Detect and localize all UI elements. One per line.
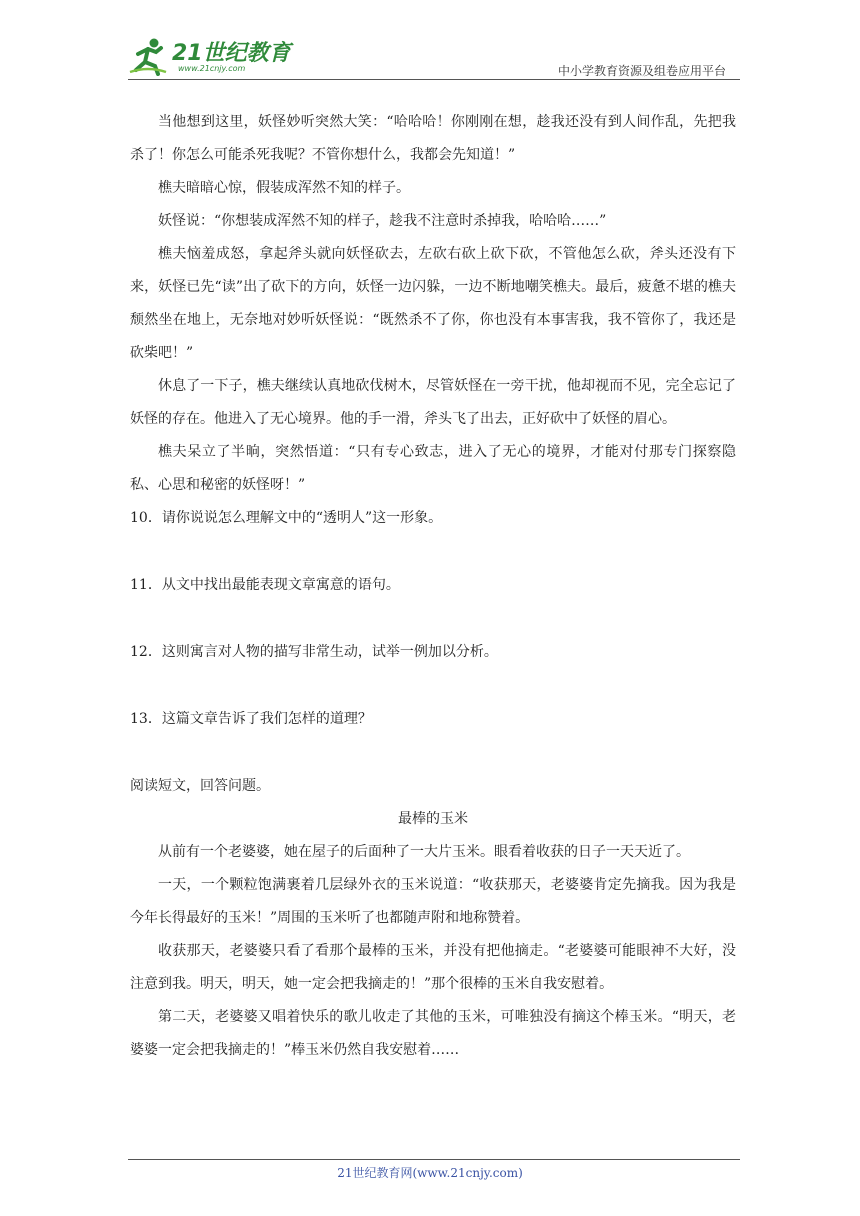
logo-url: www.21cnjy.com xyxy=(178,64,246,73)
question-11: 11．从文中找出最能表现文章寓意的语句。 xyxy=(130,577,400,593)
story2-paragraph: 一天，一个颗粒饱满裹着几层绿外衣的玉米说道：“收获那天，老婆婆肯定先摘我。因为我是今年长得最好的玉米！”周围的玉米听了也都随声附和地称赞着。 xyxy=(130,877,736,926)
story1-paragraph: 樵夫暗暗心惊，假装成浑然不知的样子。 xyxy=(158,180,410,196)
question-13: 13．这篇文章告诉了我们怎样的道理？ xyxy=(130,711,372,727)
story2-paragraph: 第二天，老婆婆又唱着快乐的歌儿收走了其他的玉米，可唯独没有摘这个棒玉米。“明天，老婆婆一定会把我摘走的！”棒玉米仍然自我安慰着…… xyxy=(130,1009,736,1058)
footer-divider xyxy=(128,1159,740,1160)
logo xyxy=(128,34,298,78)
story2-title: 最棒的玉米 xyxy=(398,811,468,827)
runner-logo-icon xyxy=(128,36,168,76)
question-10: 10．请你说说怎么理解文中的“透明人”这一形象。 xyxy=(130,510,443,526)
logo-text: 21世纪教育 xyxy=(172,41,291,66)
reading-instruction: 阅读短文，回答问题。 xyxy=(130,778,270,794)
page-footer: 21世纪教育网(www.21cnjy.com) xyxy=(337,1166,523,1180)
page-header xyxy=(128,34,740,78)
story1-paragraph: 休息了一下子，樵夫继续认真地砍伐树木，尽管妖怪在一旁干扰，他却视而不见，完全忘记了妖怪的存在。他进入了无心境界。他的手一滑，斧头飞了出去，正好砍中了妖怪的眉心。 xyxy=(130,378,736,427)
header-platform-text: 中小学教育资源及组卷应用平台 xyxy=(557,64,726,78)
story1-paragraph: 妖怪说：“你想装成浑然不知的样子，趁我不注意时杀掉我，哈哈哈……” xyxy=(158,213,607,229)
story1-paragraph: 当他想到这里，妖怪妙听突然大笑：“哈哈哈！你刚刚在想，趁我还没有到人间作乱，先把我杀了！你怎么可能杀死我呢？不管你想什么，我都会先知道！” xyxy=(130,114,736,163)
story1-paragraph: 樵夫呆立了半晌，突然悟道：“只有专心致志，进入了无心的境界，才能对付那专门探察隐私、心思和秘密的妖怪呀！” xyxy=(130,444,736,493)
header-divider xyxy=(128,79,740,80)
story1-paragraph: 樵夫恼羞成怒，拿起斧头就向妖怪砍去，左砍右砍上砍下砍，不管他怎么砍，斧头还没有下来，妖怪已先“读”出了砍下的方向，妖怪一边闪躲，一边不断地嘲笑樵夫。最后，疲惫不堪的樵夫颓然坐在地上，无奈地对妙听妖怪说：“既然杀不了你，你也没有本事害我，我不管你了，我还是砍柴吧！” xyxy=(130,246,736,361)
story2-paragraph: 收获那天，老婆婆只看了看那个最棒的玉米，并没有把他摘走。“老婆婆可能眼神不大好，没注意到我。明天，明天，她一定会把我摘走的！”那个很棒的玉米自我安慰着。 xyxy=(130,943,736,992)
document-body xyxy=(130,106,736,1067)
story2-paragraph: 从前有一个老婆婆，她在屋子的后面种了一大片玉米。眼看着收获的日子一天天近了。 xyxy=(158,844,690,860)
question-12: 12．这则寓言对人物的描写非常生动，试举一例加以分析。 xyxy=(130,644,498,660)
